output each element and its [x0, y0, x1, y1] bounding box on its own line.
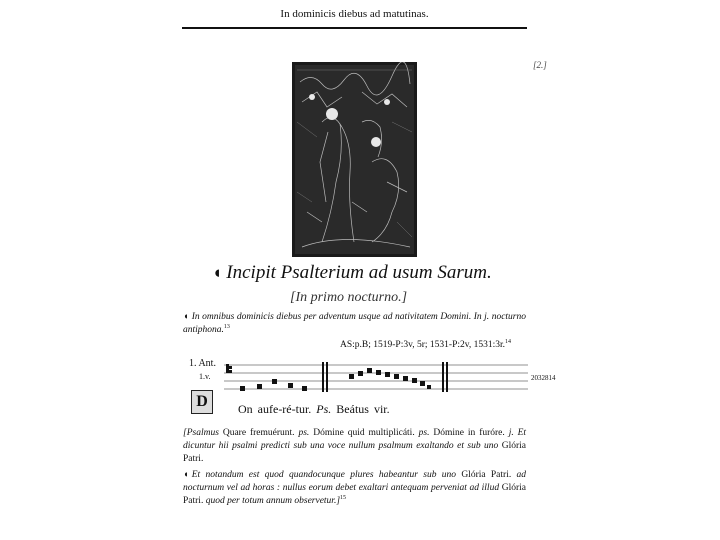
rubric-text: In omnibus dominicis diebus per adventum usque ad nativitatem Domini. In j. nocturno antiphona.	[183, 312, 526, 335]
running-head: In dominicis diebus ad matutinas.	[280, 8, 429, 20]
psalm-incipit: Dómine in furóre.	[433, 428, 505, 438]
psalm-label: ps.	[298, 428, 310, 438]
psalm-label: ps.	[418, 428, 430, 438]
gloria-text: Glória Patri.	[183, 441, 527, 464]
footnote-marker: 14	[505, 338, 512, 345]
rubric-paragraph-1	[183, 311, 526, 337]
rubric-text: j. Et dicuntur hii psalmi predicti sub una voce nullum psalmum exaltando et sub uno	[183, 428, 527, 451]
pilcrow-icon: ◖	[183, 312, 189, 322]
page-reference: [2.]	[533, 60, 547, 70]
decorated-initial: D	[191, 390, 213, 414]
lyric-text: On aufe-ré-tur.	[238, 402, 312, 416]
chant-staff	[224, 362, 528, 394]
gloria-text: Glória Patri.	[183, 483, 526, 506]
section-subtitle: [In primo nocturno.]	[290, 290, 408, 305]
psalm-incipit: Dómine quid multiplicáti.	[313, 428, 415, 438]
rubric-lead: [Psalmus	[183, 428, 219, 438]
header-rule	[182, 27, 527, 29]
gloria-text: Glória Patri.	[461, 470, 512, 480]
psalm-incipit: Beátus vir.	[336, 402, 390, 416]
antiphon-label: 1. Ant.	[189, 358, 216, 369]
title-text: Incipit Psalterium ad usum Sarum.	[226, 262, 492, 283]
rubric-text: ad nocturnum vel ad horas : nullus eorum debet exaltari antequam perveniat ad illud	[183, 470, 527, 493]
footnote-marker: 15	[340, 494, 347, 501]
rubric-text: Et notandum est quod quandocunque plures habeantur sub uno	[191, 470, 456, 480]
rubric-paragraph-3	[183, 469, 526, 508]
chant-reference: 2032814	[531, 374, 556, 382]
pilcrow-icon: ◖	[183, 470, 189, 480]
source-citations: AS:p.B; 1519-P:3v, 5r; 1531-P:2v, 1531:3r.$^{14}$	[340, 338, 512, 350]
woodcut-illustration	[292, 62, 417, 257]
footnote-marker: 13	[223, 323, 230, 330]
rubric-text: quod per totum annum observetur.]	[205, 496, 341, 506]
pilcrow-icon: ◖	[212, 263, 223, 282]
page-title	[212, 262, 522, 284]
psalm-label: Ps.	[316, 402, 332, 416]
rubric-paragraph-2	[183, 427, 526, 466]
chant-lyrics	[238, 402, 390, 417]
antiphon-mode: 1.v.	[199, 372, 211, 381]
psalm-incipit: Quare fremuérunt.	[222, 428, 295, 438]
